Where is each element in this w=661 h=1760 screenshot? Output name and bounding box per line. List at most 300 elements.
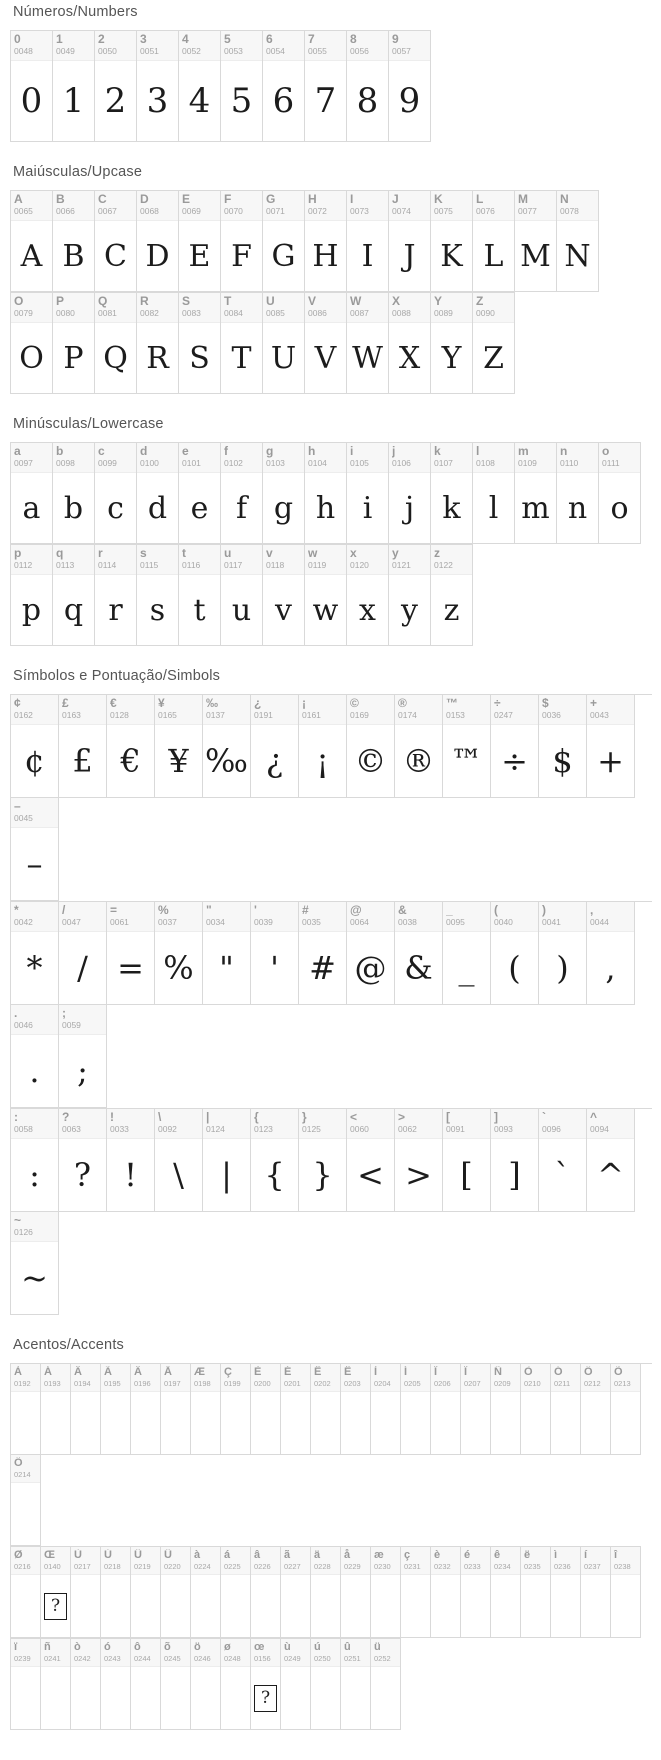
- glyph-cell[interactable]: [431, 443, 473, 544]
- glyph-cell[interactable]: [179, 31, 221, 142]
- glyph-cell[interactable]: [401, 1547, 431, 1638]
- glyph-cell[interactable]: [53, 191, 95, 292]
- glyph-cell[interactable]: [137, 191, 179, 292]
- glyph-char-label: R: [140, 295, 149, 308]
- glyph-cell[interactable]: [11, 1005, 59, 1108]
- glyph-code-label: 0125: [302, 1124, 321, 1134]
- glyph-char-label: Ü: [164, 1549, 172, 1561]
- glyph-cell[interactable]: [71, 1547, 101, 1638]
- glyph-cell[interactable]: [389, 191, 431, 292]
- glyph-code-label: 0035: [302, 917, 321, 927]
- glyph-char-label: ?: [62, 1111, 70, 1124]
- glyph-cell-header: [59, 902, 106, 932]
- glyph-cell[interactable]: [11, 798, 59, 901]
- glyph-cell[interactable]: [515, 443, 557, 544]
- glyph-cell[interactable]: [371, 1547, 401, 1638]
- glyph-cell-header: [341, 1364, 370, 1392]
- glyph-cell[interactable]: [161, 1364, 191, 1455]
- glyph-char-label: i: [350, 445, 354, 458]
- glyph-preview: [611, 1575, 640, 1637]
- glyph-code-label: 0121: [392, 560, 411, 570]
- glyph-cell[interactable]: [131, 1547, 161, 1638]
- glyph-cell[interactable]: [179, 545, 221, 646]
- glyph-cell-header: [131, 1547, 160, 1575]
- glyph-cell[interactable]: [443, 902, 491, 1005]
- glyph-preview: O: [19, 340, 44, 376]
- glyph-cell[interactable]: [263, 443, 305, 544]
- glyph-preview: 6: [272, 81, 295, 121]
- glyph-char-label: Ö: [14, 1457, 23, 1469]
- glyph-cell[interactable]: [491, 1364, 521, 1455]
- glyph-code-label: 0094: [590, 1124, 609, 1134]
- glyph-cell-header: [107, 695, 154, 725]
- glyph-cell[interactable]: [473, 443, 515, 544]
- glyph-preview: %: [163, 949, 194, 987]
- glyph-cell[interactable]: [341, 1547, 371, 1638]
- glyph-char-label: ç: [404, 1549, 411, 1561]
- glyph-cell-header: [299, 1109, 346, 1139]
- glyph-cell[interactable]: [431, 191, 473, 292]
- glyph-cell-header: [251, 695, 298, 725]
- glyph-cell[interactable]: [95, 191, 137, 292]
- glyph-cell[interactable]: [101, 1364, 131, 1455]
- glyph-cell[interactable]: [251, 1364, 281, 1455]
- glyph-cell[interactable]: [137, 443, 179, 544]
- glyph-cell[interactable]: [251, 1547, 281, 1638]
- glyph-cell[interactable]: [611, 1547, 641, 1638]
- glyph-cell[interactable]: [59, 695, 107, 798]
- glyph-cell[interactable]: [305, 293, 347, 394]
- glyph-cell[interactable]: [347, 31, 389, 142]
- glyph-cell[interactable]: [431, 545, 473, 646]
- glyph-cell[interactable]: [203, 695, 251, 798]
- glyph-char-label: ü: [374, 1641, 381, 1653]
- glyph-cell-header: [347, 902, 394, 932]
- glyph-cell-header: [53, 545, 94, 575]
- glyph-cell-header: [95, 31, 136, 61]
- glyph-cell[interactable]: [107, 902, 155, 1005]
- glyph-cell[interactable]: [473, 293, 515, 394]
- glyph-preview: N: [564, 238, 591, 274]
- glyph-code-label: 0052: [182, 46, 201, 56]
- glyph-cell[interactable]: [389, 293, 431, 394]
- glyph-cell[interactable]: [443, 1109, 491, 1212]
- glyph-cell-header: [521, 1547, 550, 1575]
- glyph-preview: l: [488, 490, 499, 526]
- glyph-cell[interactable]: [347, 191, 389, 292]
- glyph-char-label: ô: [134, 1641, 141, 1653]
- glyph-char-label: Z: [476, 295, 484, 308]
- glyph-cell[interactable]: [155, 1109, 203, 1212]
- glyph-code-label: 0103: [266, 458, 285, 468]
- glyph-code-label: 0162: [14, 710, 33, 720]
- glyph-preview: ™: [450, 742, 483, 780]
- glyph-preview: |: [221, 1156, 232, 1194]
- glyph-cell[interactable]: [161, 1547, 191, 1638]
- glyph-cell[interactable]: [95, 545, 137, 646]
- glyph-preview: [101, 1392, 130, 1454]
- glyph-cell[interactable]: [599, 443, 641, 544]
- glyph-code-label: 0140: [44, 1562, 61, 1571]
- glyph-code-label: 0039: [254, 917, 273, 927]
- glyph-char-label: Á: [44, 1366, 52, 1378]
- glyph-cell[interactable]: [347, 545, 389, 646]
- glyph-cell[interactable]: [221, 1364, 251, 1455]
- glyph-cell[interactable]: [389, 545, 431, 646]
- glyph-cell-header: [131, 1364, 160, 1392]
- glyph-cell[interactable]: [395, 1109, 443, 1212]
- glyph-cell[interactable]: [155, 902, 203, 1005]
- glyph-cell[interactable]: [107, 1109, 155, 1212]
- glyph-cell[interactable]: [263, 545, 305, 646]
- glyph-cell-header: [59, 695, 106, 725]
- glyph-cell[interactable]: [179, 191, 221, 292]
- glyph-cell-header: [389, 191, 430, 221]
- glyph-cell-header: [305, 545, 346, 575]
- glyph-cell[interactable]: [305, 191, 347, 292]
- glyph-cell[interactable]: [155, 695, 203, 798]
- glyph-cell[interactable]: [341, 1364, 371, 1455]
- glyph-cell[interactable]: [587, 695, 635, 798]
- glyph-cell[interactable]: [521, 1364, 551, 1455]
- glyph-cell[interactable]: [539, 695, 587, 798]
- glyph-char-label: d: [140, 445, 148, 458]
- glyph-char-label: Ó: [554, 1366, 563, 1378]
- glyph-cell[interactable]: [491, 1547, 521, 1638]
- glyph-code-label: 0232: [434, 1562, 451, 1571]
- glyph-cell[interactable]: [95, 31, 137, 142]
- glyph-code-label: 0095: [446, 917, 465, 927]
- glyph-code-label: 0036: [542, 710, 561, 720]
- glyph-code-label: 0122: [434, 560, 453, 570]
- glyph-cell[interactable]: [131, 1364, 161, 1455]
- glyph-char-label: ë: [524, 1549, 531, 1561]
- glyph-cell[interactable]: [395, 902, 443, 1005]
- glyph-cell-header: [251, 1639, 280, 1667]
- glyph-cell[interactable]: [11, 1547, 41, 1638]
- glyph-cell-header: [131, 1639, 160, 1667]
- glyph-preview: ': [270, 949, 279, 987]
- glyph-preview: k: [442, 490, 461, 526]
- glyph-cell-header: [191, 1547, 220, 1575]
- glyph-cell[interactable]: [53, 293, 95, 394]
- glyph-char-label: S: [182, 295, 191, 308]
- glyph-cell[interactable]: [431, 293, 473, 394]
- glyph-code-label: 0067: [98, 206, 117, 216]
- glyph-cell[interactable]: [11, 695, 59, 798]
- glyph-cell[interactable]: [59, 902, 107, 1005]
- glyph-cell-header: [155, 1109, 202, 1139]
- glyph-char-label: H: [308, 193, 317, 206]
- glyph-cell[interactable]: [179, 443, 221, 544]
- glyph-cell[interactable]: [371, 1364, 401, 1455]
- glyph-cell[interactable]: [107, 695, 155, 798]
- glyph-preview: [551, 1392, 580, 1454]
- glyph-code-label: 0055: [308, 46, 327, 56]
- glyph-cell[interactable]: [587, 1109, 635, 1212]
- glyph-preview: –: [26, 845, 43, 883]
- glyph-cell[interactable]: [11, 902, 59, 1005]
- glyph-cell-header: [161, 1639, 190, 1667]
- glyph-cell[interactable]: [11, 1455, 41, 1546]
- glyph-code-label: 0101: [182, 458, 201, 468]
- glyph-grid: [10, 292, 515, 394]
- glyph-preview: [41, 1667, 70, 1729]
- glyph-cell-header: [389, 31, 430, 61]
- glyph-cell[interactable]: [473, 191, 515, 292]
- glyph-char-label: ‰: [206, 697, 218, 710]
- glyph-preview: !: [124, 1156, 137, 1194]
- glyph-cell-header: [263, 293, 304, 323]
- glyph-cell[interactable]: [59, 1109, 107, 1212]
- glyph-cell[interactable]: [299, 902, 347, 1005]
- glyph-char-label: ": [206, 904, 212, 917]
- glyph-char-label: _: [446, 904, 453, 917]
- glyph-code-label: 0042: [14, 917, 33, 927]
- glyph-char-label: Y: [434, 295, 443, 308]
- glyph-cell-header: [371, 1639, 400, 1667]
- glyph-cell[interactable]: [581, 1364, 611, 1455]
- glyph-code-label: 0128: [110, 710, 129, 720]
- glyph-cell[interactable]: [95, 443, 137, 544]
- glyph-code-label: 0193: [44, 1379, 61, 1388]
- glyph-char-label: 2: [98, 33, 105, 46]
- glyph-cell[interactable]: [431, 1547, 461, 1638]
- glyph-cell-header: [431, 293, 472, 323]
- glyph-preview: J: [403, 238, 416, 274]
- glyph-preview: c: [107, 490, 124, 526]
- glyph-cell[interactable]: [221, 1547, 251, 1638]
- glyph-cell-header: [251, 1547, 280, 1575]
- glyph-cell[interactable]: [461, 1364, 491, 1455]
- glyph-preview: I: [361, 238, 374, 274]
- glyph-code-label: 0080: [56, 308, 75, 318]
- glyph-cell[interactable]: [347, 1109, 395, 1212]
- glyph-cell[interactable]: [305, 31, 347, 142]
- glyph-cell[interactable]: [491, 1109, 539, 1212]
- glyph-cell[interactable]: [95, 293, 137, 394]
- glyph-cell[interactable]: [263, 191, 305, 292]
- glyph-cell[interactable]: [551, 1547, 581, 1638]
- glyph-cell[interactable]: [11, 443, 53, 544]
- glyph-cell[interactable]: [53, 31, 95, 142]
- glyph-cell[interactable]: [11, 1109, 59, 1212]
- glyph-cell[interactable]: [191, 1547, 221, 1638]
- glyph-cell[interactable]: [389, 443, 431, 544]
- glyph-cell[interactable]: [281, 1364, 311, 1455]
- glyph-cell[interactable]: [431, 1364, 461, 1455]
- glyph-char-label: õ: [164, 1641, 171, 1653]
- glyph-cell[interactable]: [551, 1364, 581, 1455]
- glyph-preview: ¢: [24, 742, 45, 780]
- glyph-code-label: 0199: [224, 1379, 241, 1388]
- glyph-code-label: 0219: [134, 1562, 151, 1571]
- glyph-cell[interactable]: [191, 1364, 221, 1455]
- glyph-cell[interactable]: [521, 1547, 551, 1638]
- glyph-char-label: ,: [590, 904, 594, 917]
- glyph-cell[interactable]: [221, 31, 263, 142]
- glyph-char-label: 7: [308, 33, 315, 46]
- glyph-cell[interactable]: [395, 695, 443, 798]
- glyph-code-label: 0074: [392, 206, 411, 216]
- glyph-preview: y: [401, 592, 418, 628]
- glyph-cell[interactable]: [347, 443, 389, 544]
- glyph-cell[interactable]: [557, 443, 599, 544]
- glyph-cell[interactable]: [137, 293, 179, 394]
- glyph-cell-header: [515, 191, 556, 221]
- glyph-cell[interactable]: [311, 1364, 341, 1455]
- glyph-cell-header: [431, 1547, 460, 1575]
- glyph-char-label: #: [302, 904, 309, 917]
- glyph-cell[interactable]: [11, 1364, 41, 1455]
- glyph-code-label: 0230: [374, 1562, 391, 1571]
- glyph-cell[interactable]: [203, 1109, 251, 1212]
- glyph-preview: >: [405, 1156, 432, 1194]
- glyph-cell[interactable]: [251, 695, 299, 798]
- glyph-cell[interactable]: [299, 1109, 347, 1212]
- glyph-cell[interactable]: [221, 293, 263, 394]
- glyph-cell-header: [155, 695, 202, 725]
- glyph-cell[interactable]: [221, 443, 263, 544]
- glyph-cell[interactable]: [557, 191, 599, 292]
- glyph-char-label: g: [266, 445, 274, 458]
- glyph-preview: M: [520, 238, 551, 274]
- glyph-cell[interactable]: [251, 1109, 299, 1212]
- glyph-cell[interactable]: [53, 443, 95, 544]
- glyph-preview: ‰: [205, 742, 248, 780]
- glyph-char-label: û: [344, 1641, 351, 1653]
- glyph-cell[interactable]: [41, 1547, 71, 1638]
- section-title: Maiúsculas/Upcase: [13, 164, 143, 180]
- glyph-cell[interactable]: [53, 545, 95, 646]
- glyph-cell[interactable]: [203, 902, 251, 1005]
- glyph-cell[interactable]: [581, 1547, 611, 1638]
- glyph-cell[interactable]: [611, 1364, 641, 1455]
- glyph-preview: [431, 1575, 460, 1637]
- glyph-code-label: 0068: [140, 206, 159, 216]
- glyph-preview: [161, 1575, 190, 1637]
- glyph-cell[interactable]: [137, 31, 179, 142]
- glyph-cell-header: [347, 1109, 394, 1139]
- glyph-char-label: ^: [590, 1111, 598, 1124]
- glyph-char-label: *: [14, 904, 19, 917]
- glyph-preview: (: [508, 949, 521, 987]
- glyph-cell[interactable]: [263, 31, 305, 142]
- glyph-cell[interactable]: [461, 1547, 491, 1638]
- glyph-code-label: 0163: [62, 710, 81, 720]
- glyph-preview: [71, 1392, 100, 1454]
- glyph-cell[interactable]: [515, 191, 557, 292]
- glyph-preview: [11, 1392, 40, 1454]
- glyph-char-label: Q: [98, 295, 108, 308]
- glyph-cell[interactable]: [299, 695, 347, 798]
- glyph-cell[interactable]: [101, 1547, 131, 1638]
- glyph-preview: F: [231, 238, 252, 274]
- glyph-cell[interactable]: [41, 1364, 71, 1455]
- glyph-code-label: 0089: [434, 308, 453, 318]
- glyph-code-label: 0060: [350, 1124, 369, 1134]
- glyph-cell[interactable]: [389, 31, 431, 142]
- glyph-cell[interactable]: [347, 293, 389, 394]
- glyph-cell[interactable]: [251, 902, 299, 1005]
- glyph-cell[interactable]: [11, 191, 53, 292]
- glyph-char-label: Ú: [104, 1549, 112, 1561]
- glyph-preview: [371, 1667, 400, 1729]
- glyph-cell[interactable]: [539, 1109, 587, 1212]
- glyph-preview: T: [231, 340, 252, 376]
- glyph-cell[interactable]: [311, 1547, 341, 1638]
- glyph-cell[interactable]: [221, 545, 263, 646]
- glyph-cell-header: [161, 1364, 190, 1392]
- glyph-cell[interactable]: [401, 1364, 431, 1455]
- glyph-cell-header: [347, 443, 388, 473]
- glyph-cell[interactable]: [347, 902, 395, 1005]
- glyph-cell[interactable]: [11, 1212, 59, 1315]
- glyph-cell[interactable]: [221, 191, 263, 292]
- glyph-char-label: ì: [554, 1549, 558, 1561]
- glyph-code-label: 0211: [554, 1379, 571, 1388]
- glyph-cell[interactable]: [281, 1547, 311, 1638]
- glyph-preview: ^: [597, 1156, 624, 1194]
- glyph-grid: [10, 901, 652, 1108]
- glyph-preview: g: [273, 490, 294, 526]
- glyph-char-label: £: [62, 697, 69, 710]
- glyph-cell[interactable]: [11, 293, 53, 394]
- glyph-code-label: 0216: [14, 1562, 31, 1571]
- glyph-code-label: 0198: [194, 1379, 211, 1388]
- glyph-code-label: 0235: [524, 1562, 541, 1571]
- glyph-preview: s: [149, 592, 166, 628]
- glyph-cell-header: [281, 1639, 310, 1667]
- glyph-cell-header: [491, 695, 538, 725]
- glyph-code-label: 0077: [518, 206, 537, 216]
- glyph-char-label: Ç: [224, 1366, 232, 1378]
- glyph-cell[interactable]: [71, 1364, 101, 1455]
- glyph-char-label: {: [254, 1111, 259, 1124]
- glyph-cell[interactable]: [263, 293, 305, 394]
- glyph-cell[interactable]: [587, 902, 635, 1005]
- glyph-cell[interactable]: [347, 695, 395, 798]
- glyph-cell[interactable]: [11, 31, 53, 142]
- glyph-cell[interactable]: [11, 545, 53, 646]
- glyph-code-label: 0097: [14, 458, 33, 468]
- glyph-char-label: ~: [14, 1214, 22, 1227]
- glyph-cell-header: [461, 1364, 490, 1392]
- glyph-preview: [311, 1667, 340, 1729]
- glyph-cell[interactable]: [491, 695, 539, 798]
- glyph-code-label: 0196: [134, 1379, 151, 1388]
- glyph-cell-header: [53, 31, 94, 61]
- glyph-preview: [371, 1575, 400, 1637]
- glyph-cell-header: [581, 1364, 610, 1392]
- glyph-char-label: %: [158, 904, 169, 917]
- glyph-char-label: (: [494, 904, 498, 917]
- glyph-cell[interactable]: [305, 443, 347, 544]
- glyph-cell[interactable]: [491, 902, 539, 1005]
- glyph-cell[interactable]: [59, 1005, 107, 1108]
- glyph-char-label: :: [14, 1111, 18, 1124]
- glyph-code-label: 0041: [542, 917, 561, 927]
- glyph-cell[interactable]: [179, 293, 221, 394]
- glyph-cell-header: [137, 443, 178, 473]
- glyph-preview: /: [77, 949, 88, 987]
- glyph-cell[interactable]: [443, 695, 491, 798]
- glyph-cell[interactable]: [305, 545, 347, 646]
- glyph-cell[interactable]: [137, 545, 179, 646]
- glyph-cell[interactable]: [539, 902, 587, 1005]
- glyph-preview: e: [190, 490, 209, 526]
- glyph-preview: [41, 1575, 70, 1637]
